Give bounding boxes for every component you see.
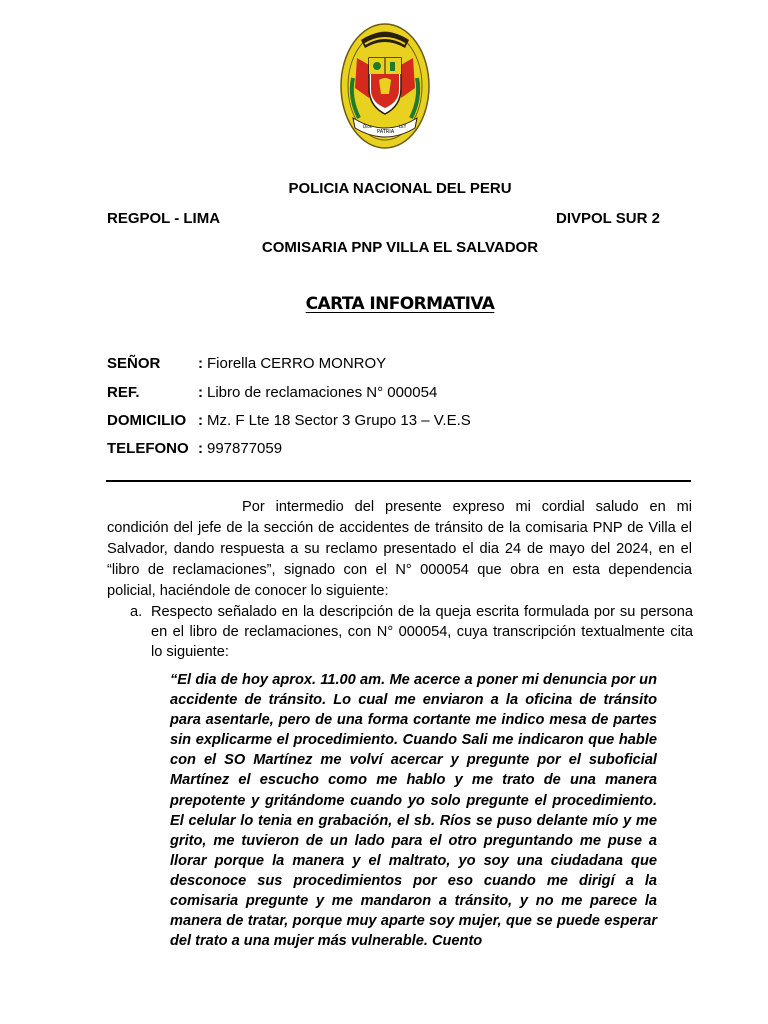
regpol-label: REGPOL - LIMA xyxy=(107,210,221,227)
field-colon: : xyxy=(198,384,203,401)
intro-paragraph-text: Por intermedio del presente expreso mi cordial saludo en mi condición del jefe de la sección de accidentes de tránsito de la comisaria PNP de Villa el Salvador, dando respuesta a su reclamo presentado el dia 24 de mayo del 2024, en el “libro de reclamaciones”, signado con el N° 000054 que obra en esta dependencia policial, haciéndole de conocer lo siguiente: xyxy=(107,499,692,599)
field-label: SEÑOR xyxy=(107,355,161,372)
complaint-quote: “El dia de hoy aprox. 11.00 am. Me acerce a poner mi denuncia por un accidente de tránsito. Lo cual me enviaron a la oficina de tránsito para asentarle, pero de una forma cortante me indico mesa de partes sin explicarme el procedimiento. Cuando Sali me indicaron que hable con el SO Martínez me volví acercar y pregunte por el suboficial Martínez el escucho como me hablo y me trato de una manera prepotente y gritándome cuando yo solo pregunte el procedimiento. El celular lo tenia en grabación, el sb. Ríos se puso delante mío y me grito, me tuvieron de un lado para el otro preguntando me puse a llorar porque la manera y el maltrato, yo soy una ciudadana que desconoce sus procedimientos por eso cuando me dirigí a la comisaria pregunte y me mandaron a tránsito, y no me parece la manera de tratar, porque muy aparte soy mujer, que se puede esperar del trato a una mujer más vulnerable. Cuento xyxy=(170,672,657,950)
document-title: CARTA INFORMATIVA xyxy=(305,294,495,314)
field-colon: : xyxy=(198,355,203,372)
field-label: REF. xyxy=(107,384,140,401)
comisaria-name: COMISARIA PNP VILLA EL SALVADOR xyxy=(261,239,539,256)
field-value: Fiorella CERRO MONROY xyxy=(207,355,387,372)
field-value: 997877059 xyxy=(207,440,283,457)
horizontal-divider xyxy=(106,480,691,482)
field-value: Libro de reclamaciones N° 000054 xyxy=(207,384,438,401)
svg-text:Dios: Dios xyxy=(363,124,372,129)
field-label: DOMICILIO xyxy=(107,412,187,429)
divpol-label: DIVPOL SUR 2 xyxy=(556,210,660,227)
svg-text:PATRIA: PATRIA xyxy=(377,129,395,135)
police-emblem-icon xyxy=(339,18,431,150)
field-label: TELEFONO xyxy=(107,440,189,457)
list-item-marker: a. xyxy=(130,604,143,620)
intro-paragraph xyxy=(107,497,692,602)
list-item-text: Respecto señalado en la descripción de la queja escrita formulada por su persona en el libro de reclamaciones, con N° 000054, cuya transcripción textualmente cita lo siguiente: xyxy=(151,604,693,660)
field-value: Mz. F Lte 18 Sector 3 Grupo 13 – V.E.S xyxy=(207,412,471,429)
svg-text:LEY: LEY xyxy=(399,124,407,129)
field-colon: : xyxy=(198,412,203,429)
institution-name: POLICIA NACIONAL DEL PERU xyxy=(288,180,512,197)
field-colon: : xyxy=(198,440,203,457)
